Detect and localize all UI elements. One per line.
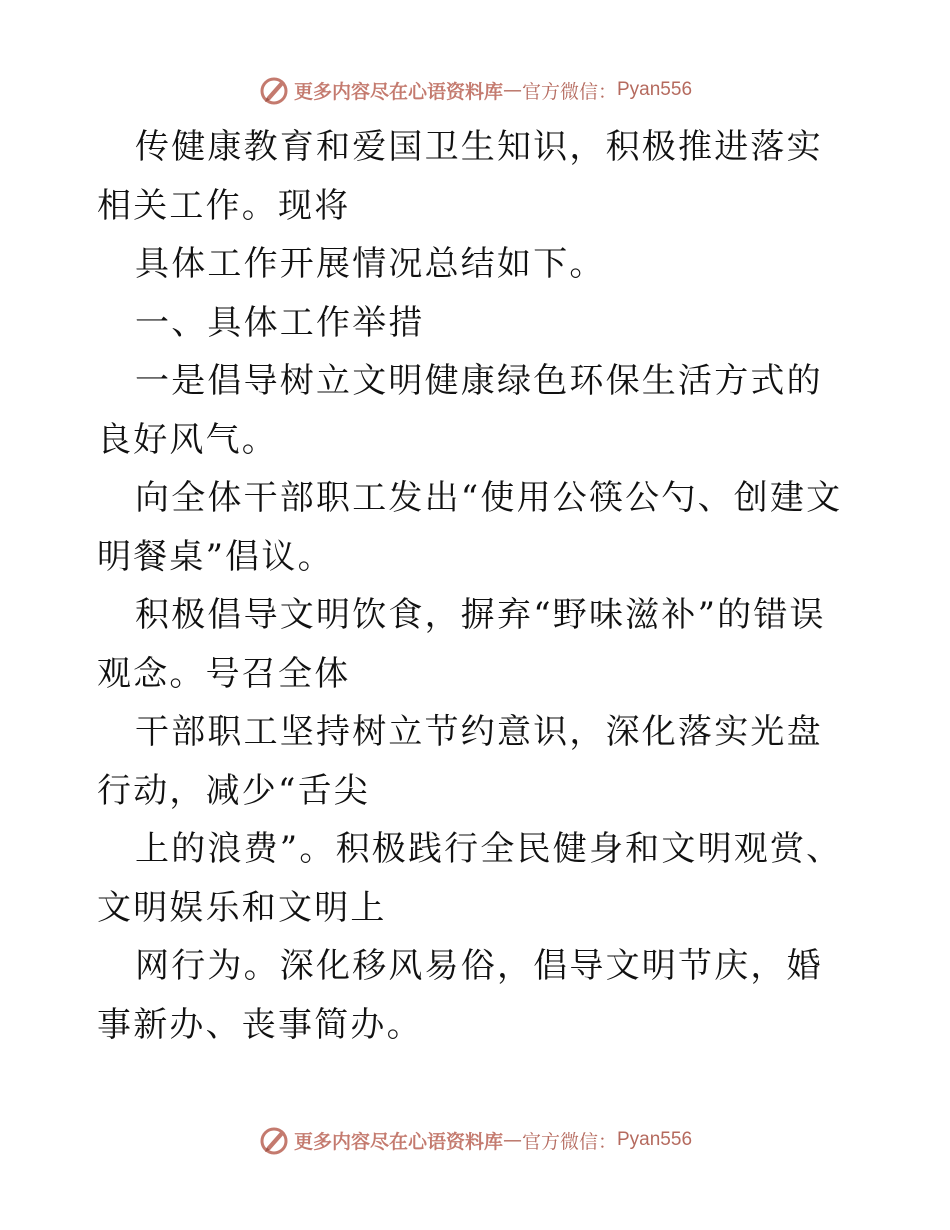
header-watermark xyxy=(0,72,950,108)
paragraph xyxy=(97,469,857,586)
paragraph-text-continued: 餐桌”倡议。 xyxy=(133,536,334,577)
paragraph-text-continued: 念。号召全体 xyxy=(133,653,351,694)
paragraph-text: 干部职工坚持树立节约意识，深化落实光盘行 xyxy=(97,712,823,811)
paragraph xyxy=(97,703,857,820)
paragraph xyxy=(97,937,857,1054)
document-body xyxy=(97,118,857,1054)
watermark-brand-text: 更多内容尽在心语资料库 xyxy=(293,1130,503,1153)
paragraph-text: 网行为。深化移风易俗，倡导文明节庆，婚事新 xyxy=(97,946,823,1045)
paragraph-text-continued: 明娱乐和文明上 xyxy=(133,887,387,928)
paragraph-text-continued: 工作。现将 xyxy=(169,185,351,226)
paragraph-text-continued: 办、丧事简办。 xyxy=(169,1004,423,1045)
paragraph-text-continued: 风气。 xyxy=(169,419,279,460)
watermark-wechat-label: 官方微信： xyxy=(521,1130,617,1153)
paragraph xyxy=(97,820,857,937)
paragraph-text: 上的浪费”。积极践行全民健身和文明观赏、文 xyxy=(97,829,843,928)
paragraph-text: 具体工作开展情况总结如下。 xyxy=(135,244,606,284)
quill-seal-icon xyxy=(258,1124,290,1156)
paragraph-text: 传健康教育和爱国卫生知识，积极推进落实相关 xyxy=(97,127,823,226)
paragraph-text: 一是倡导树立文明健康绿色环保生活方式的良好 xyxy=(97,361,823,460)
watermark-brand-text: 更多内容尽在心语资料库 xyxy=(293,80,503,103)
watermark-separator: — xyxy=(502,79,522,101)
footer-watermark xyxy=(0,1122,950,1158)
watermark-separator: — xyxy=(502,1129,522,1151)
section-heading-text: 一、具体工作举措 xyxy=(135,302,425,343)
paragraph-text-continued: 动，减少“舌尖 xyxy=(133,770,370,811)
paragraph xyxy=(97,235,857,294)
section-heading xyxy=(97,294,857,353)
watermark-wechat-label: 官方微信： xyxy=(521,80,617,103)
paragraph-text: 向全体干部职工发出“使用公筷公勺、创建文明 xyxy=(97,478,843,577)
paragraph xyxy=(97,586,857,703)
quill-seal-icon xyxy=(258,74,290,106)
watermark-wechat-id: Pyan556 xyxy=(617,79,693,100)
paragraph xyxy=(97,352,857,469)
watermark-wechat-id: Pyan556 xyxy=(617,1129,693,1150)
paragraph-text: 积极倡导文明饮食，摒弃“野味滋补”的错误观 xyxy=(97,595,826,694)
paragraph xyxy=(97,118,857,235)
